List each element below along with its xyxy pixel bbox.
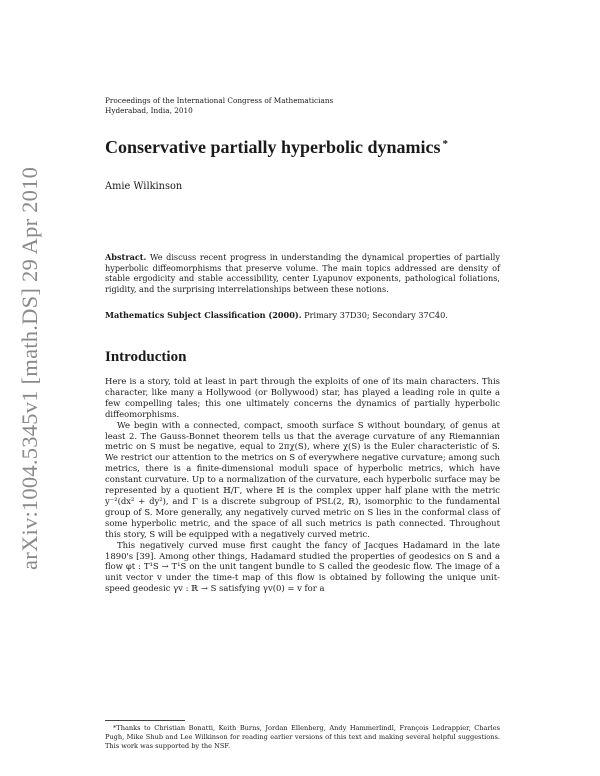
acknowledgement-footnote: *Thanks to Christian Bonatti, Keith Burns, Jordan Ellenberg, Andy Hammerlindl, François Ledrappier, Charles Pugh, Mike Shub and Lee Wilkinson for reading earlier versions of this text and making several helpful suggestions. This work was supported by the NSF. (105, 724, 500, 750)
footnote-divider (105, 720, 185, 721)
msc-text: Primary 37D30; Secondary 37C40. (304, 310, 448, 320)
arxiv-identifier-stamp: arXiv:1004.5345v1 [math.DS] 29 Apr 2010 (17, 166, 42, 570)
intro-paragraph: Here is a story, told at least in part through the exploits of one of its main characters. This character, like many a Hollywood (or Bollywood) star, has played a leading role in quite a few compelling tales; this one ultimately concerns the dynamics of partially hyperbolic diffeomorphisms. (105, 376, 500, 419)
msc-classification (105, 310, 500, 321)
paper-author: Amie Wilkinson (105, 181, 183, 192)
introduction-body (105, 376, 500, 594)
abstract-label: Abstract. (105, 252, 147, 262)
title-footnote-mark: * (442, 138, 448, 150)
msc-label: Mathematics Subject Classification (2000). (105, 310, 302, 320)
intro-paragraph: We begin with a connected, compact, smooth surface S without boundary, of genus at least 2. The Gauss-Bonnet theorem tells us that the average curvature of any Riemannian metric on S must be negative, equal to 2πχ(S), where χ(S) is the Euler characteristic of S. We restrict our attention to the metrics on S of everywhere negative curvature; among such metrics, there is a finite-dimensional moduli space of hyperbolic metrics, which have constant curvature. Up to a normalization of the curvature, each hyperbolic surface may be represented by a quotient ℍ/Γ, where ℍ is the complex upper half plane with the metric y⁻²(dx² + dy²), and Γ is a discrete subgroup of PSL(2, ℝ), isomorphic to the fundamental group of S. More generally, any negatively curved metric on S lies in the conformal class of some hyperbolic metric, and the space of all such metrics is path connected. Throughout this story, S will be equipped with a negatively curved metric. (105, 419, 500, 539)
paper-title (105, 133, 465, 158)
abstract-text: We discuss recent progress in understanding the dynamical properties of partially hyperbolic diffeomorphisms that preserve volume. The main topics addressed are density of stable ergodicity and stable accessibility, center Lyapunov exponents, pathological foliations, rigidity, and the surprising interrelationships between these notions. (105, 252, 500, 295)
section-heading-introduction: Introduction (105, 349, 187, 365)
proceedings-line-2: Hyderabad, India, 2010 (105, 106, 193, 115)
paper-title-text: Conservative partially hyperbolic dynamics (105, 137, 441, 157)
abstract (105, 252, 500, 295)
intro-paragraph: This negatively curved muse first caught the fancy of Jacques Hadamard in the late 1890's [39]. Among other things, Hadamard studied the properties of geodesics on S and a flow φt : T¹S → T¹S on the unit tangent bundle to S called the geodesic flow. The image of a unit vector v under the time-t map of this flow is obtained by following the unique unit-speed geodesic γv : ℝ → S satisfying γv(0) = v for a (105, 539, 500, 594)
proceedings-line-1: Proceedings of the International Congress of Mathematicians (105, 96, 334, 105)
